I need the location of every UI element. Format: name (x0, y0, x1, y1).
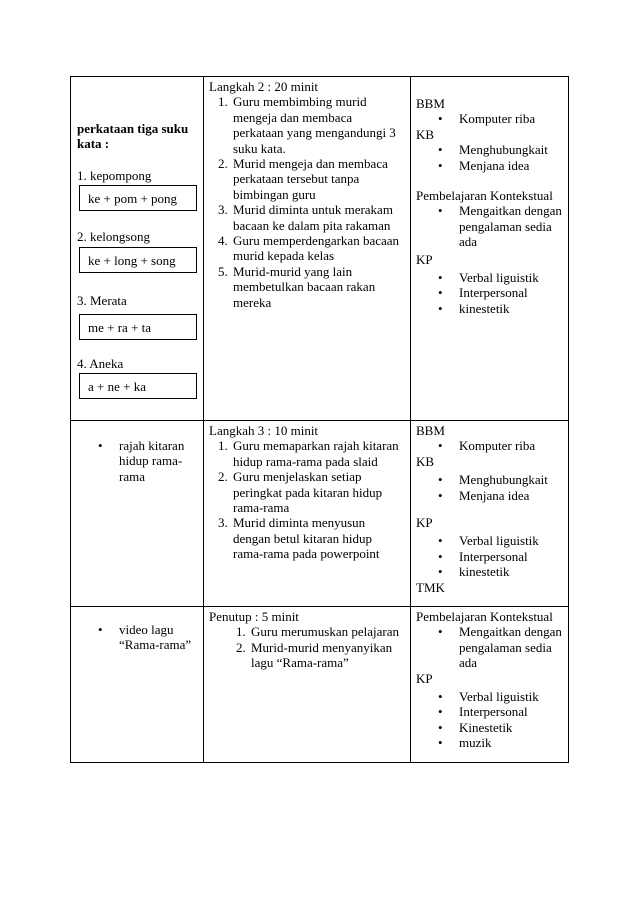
syllable-box: ke + pom + pong (79, 185, 197, 211)
kb-list (416, 472, 563, 503)
syllable-box: ke + long + song (79, 247, 197, 273)
word-label: 4. Aneka (77, 356, 124, 372)
list-item: • Menghubungkait (459, 472, 563, 487)
kb-label: KB (416, 126, 435, 142)
langkah-cell (204, 607, 411, 763)
list-item: 3. Murid diminta untuk merakam bacaan ke dalam pita rakaman (231, 202, 405, 233)
list-item: 1. Guru memaparkan rajah kitaran hidup rama-rama pada slaid (231, 438, 405, 469)
catatan-cell (411, 421, 569, 607)
kp-label: KP (416, 515, 433, 531)
step-list (209, 438, 405, 561)
list-item: • Mengaitkan dengan pengalaman sedia ada (459, 624, 563, 670)
list-item: • Verbal liguistik (459, 533, 563, 548)
list-item: • muzik (459, 735, 563, 750)
list-item: • Kinestetik (459, 720, 563, 735)
list-item: 2. Guru menjelaskan setiap peringkat pada kitaran hidup rama-rama (231, 469, 405, 515)
kp-list (416, 270, 563, 316)
list-item: 2. Murid mengeja dan membaca perkataan tersebut tanpa bimbingan guru (231, 156, 405, 202)
bahan-cell (71, 77, 204, 421)
table-row (71, 607, 569, 763)
list-item: • Interpersonal (459, 285, 563, 300)
list-item: • Verbal liguistik (459, 689, 563, 704)
kb-list (416, 142, 563, 173)
langkah-cell (204, 77, 411, 421)
bahan-cell (71, 607, 204, 763)
word-label: 3. Merata (77, 292, 127, 308)
step-list (209, 94, 405, 310)
list-item: • Menjana idea (459, 158, 563, 173)
step-title: Langkah 3 : 10 minit (209, 423, 319, 438)
bbm-label: BBM (416, 96, 445, 111)
bbm-label: BBM (416, 423, 445, 438)
kp-list (416, 689, 563, 751)
list-item: • rajah kitaran hidup rama-rama (119, 438, 197, 484)
list-item: • kinestetik (459, 564, 563, 579)
langkah-cell (204, 421, 411, 607)
word-label: 1. kepompong (77, 167, 152, 183)
catatan-cell (411, 607, 569, 763)
cell-heading: perkataan tiga suku kata : (77, 121, 189, 152)
list-item: 5. Murid-murid yang lain membetulkan bacaan rakan mereka (231, 264, 405, 310)
tmk-label: TMK (416, 579, 445, 595)
list-item: 4. Guru memperdengarkan bacaan murid kepada kelas (231, 233, 405, 264)
pk-list (416, 203, 563, 249)
word-label: 2. kelongsong (77, 229, 150, 245)
bahan-list (77, 438, 197, 484)
list-item: • kinestetik (459, 301, 563, 316)
kp-label: KP (416, 251, 433, 267)
table-row (71, 77, 569, 421)
list-item: • Verbal liguistik (459, 270, 563, 285)
bbm-list (416, 438, 563, 453)
list-item: • Interpersonal (459, 704, 563, 719)
bahan-cell (71, 421, 204, 607)
list-item: • Menghubungkait (459, 142, 563, 157)
kp-list (416, 533, 563, 579)
table-row (71, 421, 569, 607)
lesson-plan-table (70, 76, 569, 763)
pk-label: Pembelajaran Kontekstual (416, 609, 553, 624)
catatan-cell (411, 77, 569, 421)
step-list (209, 624, 405, 670)
kp-label: KP (416, 670, 433, 686)
list-item: 1. Guru membimbing murid mengeja dan membaca perkataan yang mengandungi 3 suku kata. (231, 94, 405, 156)
pk-label: Pembelajaran Kontekstual (416, 188, 553, 204)
syllable-box: me + ra + ta (79, 314, 197, 340)
list-item: 1. Guru merumuskan pelajaran (249, 624, 405, 639)
list-item: 2. Murid-murid menyanyikan lagu “Rama-rama” (249, 640, 405, 671)
list-item: • Komputer riba (459, 438, 563, 453)
pk-list (416, 624, 563, 670)
list-item: • Mengaitkan dengan pengalaman sedia ada (459, 203, 563, 249)
kb-label: KB (416, 453, 435, 469)
step-title: Langkah 2 : 20 minit (209, 79, 319, 94)
list-item: • Komputer riba (459, 111, 563, 126)
step-title: Penutup : 5 minit (209, 609, 299, 624)
list-item: 3. Murid diminta menyusun dengan betul kitaran hidup rama-rama pada powerpoint (231, 515, 405, 561)
list-item: • Interpersonal (459, 549, 563, 564)
list-item: • Menjana idea (459, 488, 563, 503)
list-item: • video lagu “Rama-rama” (119, 622, 197, 653)
bahan-list (77, 622, 197, 653)
syllable-box: a + ne + ka (79, 373, 197, 399)
bbm-list (416, 111, 563, 126)
